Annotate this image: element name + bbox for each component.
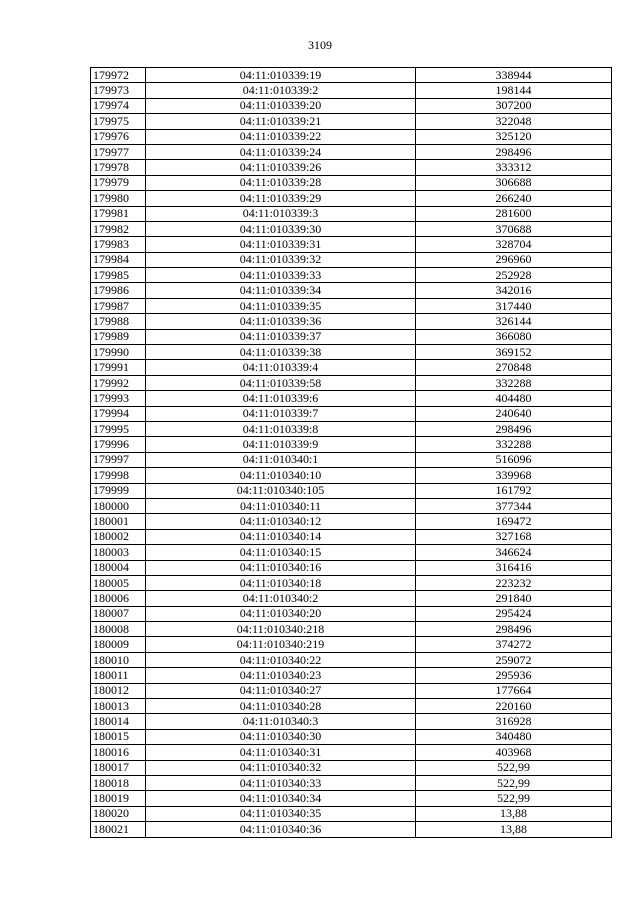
table-body xyxy=(91,68,612,838)
cadastral-number-cell: 04:11:010340:16 xyxy=(146,560,416,575)
value-cell: 169472 xyxy=(416,514,612,529)
cadastral-number-cell: 04:11:010340:105 xyxy=(146,483,416,498)
table-row xyxy=(91,406,612,421)
table-row xyxy=(91,329,612,344)
cadastral-number-cell: 04:11:010339:33 xyxy=(146,268,416,283)
cadastral-number-cell: 04:11:010340:23 xyxy=(146,668,416,683)
cadastral-number-cell: 04:11:010339:4 xyxy=(146,360,416,375)
value-cell: 298496 xyxy=(416,421,612,436)
cadastral-number-cell: 04:11:010340:219 xyxy=(146,637,416,652)
cadastral-number-cell: 04:11:010340:2 xyxy=(146,591,416,606)
cadastral-number-cell: 04:11:010339:30 xyxy=(146,221,416,236)
row-id-cell: 180013 xyxy=(91,699,146,714)
table-row xyxy=(91,206,612,221)
cadastral-number-cell: 04:11:010339:24 xyxy=(146,144,416,159)
value-cell: 403968 xyxy=(416,745,612,760)
row-id-cell: 179991 xyxy=(91,360,146,375)
table-row xyxy=(91,652,612,667)
value-cell: 270848 xyxy=(416,360,612,375)
cadastral-number-cell: 04:11:010339:2 xyxy=(146,83,416,98)
table-row xyxy=(91,760,612,775)
value-cell: 281600 xyxy=(416,206,612,221)
value-cell: 326144 xyxy=(416,314,612,329)
table-row xyxy=(91,375,612,390)
table-row xyxy=(91,252,612,267)
row-id-cell: 180001 xyxy=(91,514,146,529)
row-id-cell: 179997 xyxy=(91,452,146,467)
row-id-cell: 180007 xyxy=(91,606,146,621)
row-id-cell: 179996 xyxy=(91,437,146,452)
value-cell: 13,88 xyxy=(416,822,612,837)
cadastral-number-cell: 04:11:010340:14 xyxy=(146,529,416,544)
cadastral-number-cell: 04:11:010340:218 xyxy=(146,622,416,637)
cadastral-number-cell: 04:11:010339:58 xyxy=(146,375,416,390)
row-id-cell: 180012 xyxy=(91,683,146,698)
table-row xyxy=(91,129,612,144)
page-number: 3109 xyxy=(308,38,332,52)
row-id-cell: 180006 xyxy=(91,591,146,606)
value-cell: 346624 xyxy=(416,545,612,560)
table-row xyxy=(91,714,612,729)
table-row xyxy=(91,314,612,329)
value-cell: 223232 xyxy=(416,575,612,590)
value-cell: 161792 xyxy=(416,483,612,498)
value-cell: 298496 xyxy=(416,144,612,159)
cadastral-number-cell: 04:11:010340:28 xyxy=(146,699,416,714)
table-row xyxy=(91,345,612,360)
value-cell: 240640 xyxy=(416,406,612,421)
row-id-cell: 179984 xyxy=(91,252,146,267)
row-id-cell: 180011 xyxy=(91,668,146,683)
table-row xyxy=(91,191,612,206)
row-id-cell: 179979 xyxy=(91,175,146,190)
row-id-cell: 180014 xyxy=(91,714,146,729)
cadastral-number-cell: 04:11:010340:10 xyxy=(146,468,416,483)
row-id-cell: 179980 xyxy=(91,191,146,206)
value-cell: 522,99 xyxy=(416,775,612,790)
table-row xyxy=(91,83,612,98)
value-cell: 291840 xyxy=(416,591,612,606)
cadastral-number-cell: 04:11:010339:31 xyxy=(146,237,416,252)
value-cell: 404480 xyxy=(416,391,612,406)
cadastral-number-cell: 04:11:010340:12 xyxy=(146,514,416,529)
row-id-cell: 180008 xyxy=(91,622,146,637)
table-row xyxy=(91,391,612,406)
table-row xyxy=(91,498,612,513)
row-id-cell: 179978 xyxy=(91,160,146,175)
cadastral-number-cell: 04:11:010340:33 xyxy=(146,775,416,790)
row-id-cell: 179995 xyxy=(91,421,146,436)
row-id-cell: 180021 xyxy=(91,822,146,837)
value-cell: 296960 xyxy=(416,252,612,267)
value-cell: 522,99 xyxy=(416,760,612,775)
table-row xyxy=(91,437,612,452)
table-row xyxy=(91,221,612,236)
value-cell: 325120 xyxy=(416,129,612,144)
row-id-cell: 180015 xyxy=(91,729,146,744)
table-row xyxy=(91,775,612,790)
value-cell: 377344 xyxy=(416,498,612,513)
value-cell: 339968 xyxy=(416,468,612,483)
table-row xyxy=(91,468,612,483)
row-id-cell: 179972 xyxy=(91,68,146,83)
cadastral-number-cell: 04:11:010339:19 xyxy=(146,68,416,83)
row-id-cell: 179987 xyxy=(91,298,146,313)
value-cell: 342016 xyxy=(416,283,612,298)
row-id-cell: 179986 xyxy=(91,283,146,298)
row-id-cell: 180000 xyxy=(91,498,146,513)
cadastral-number-cell: 04:11:010340:35 xyxy=(146,806,416,821)
row-id-cell: 179998 xyxy=(91,468,146,483)
value-cell: 522,99 xyxy=(416,791,612,806)
value-cell: 198144 xyxy=(416,83,612,98)
value-cell: 328704 xyxy=(416,237,612,252)
cadastral-number-cell: 04:11:010340:22 xyxy=(146,652,416,667)
value-cell: 340480 xyxy=(416,729,612,744)
cadastral-number-cell: 04:11:010339:20 xyxy=(146,98,416,113)
row-id-cell: 179981 xyxy=(91,206,146,221)
table-row xyxy=(91,283,612,298)
row-id-cell: 179974 xyxy=(91,98,146,113)
cadastral-number-cell: 04:11:010340:15 xyxy=(146,545,416,560)
table-row xyxy=(91,575,612,590)
table-row xyxy=(91,160,612,175)
cadastral-number-cell: 04:11:010339:21 xyxy=(146,114,416,129)
value-cell: 13,88 xyxy=(416,806,612,821)
cadastral-number-cell: 04:11:010340:11 xyxy=(146,498,416,513)
table-row xyxy=(91,591,612,606)
table-row xyxy=(91,560,612,575)
cadastral-number-cell: 04:11:010340:30 xyxy=(146,729,416,744)
cadastral-number-cell: 04:11:010340:34 xyxy=(146,791,416,806)
value-cell: 374272 xyxy=(416,637,612,652)
table-row xyxy=(91,745,612,760)
cadastral-number-cell: 04:11:010339:8 xyxy=(146,421,416,436)
table-row xyxy=(91,622,612,637)
row-id-cell: 179973 xyxy=(91,83,146,98)
value-cell: 177664 xyxy=(416,683,612,698)
cadastral-number-cell: 04:11:010340:31 xyxy=(146,745,416,760)
row-id-cell: 179989 xyxy=(91,329,146,344)
row-id-cell: 179999 xyxy=(91,483,146,498)
table-row xyxy=(91,483,612,498)
cadastral-number-cell: 04:11:010339:29 xyxy=(146,191,416,206)
row-id-cell: 179993 xyxy=(91,391,146,406)
cadastral-number-cell: 04:11:010339:36 xyxy=(146,314,416,329)
row-id-cell: 179988 xyxy=(91,314,146,329)
cadastral-number-cell: 04:11:010339:37 xyxy=(146,329,416,344)
table-row xyxy=(91,806,612,821)
row-id-cell: 179982 xyxy=(91,221,146,236)
value-cell: 369152 xyxy=(416,345,612,360)
cadastral-number-cell: 04:11:010339:32 xyxy=(146,252,416,267)
value-cell: 322048 xyxy=(416,114,612,129)
table-row xyxy=(91,114,612,129)
table-row xyxy=(91,606,612,621)
cadastral-number-cell: 04:11:010339:3 xyxy=(146,206,416,221)
table-row xyxy=(91,452,612,467)
cadastral-number-cell: 04:11:010340:20 xyxy=(146,606,416,621)
cadastral-number-cell: 04:11:010340:32 xyxy=(146,760,416,775)
table-row xyxy=(91,421,612,436)
table-row xyxy=(91,237,612,252)
value-cell: 252928 xyxy=(416,268,612,283)
value-cell: 307200 xyxy=(416,98,612,113)
table-row xyxy=(91,729,612,744)
table-row xyxy=(91,514,612,529)
row-id-cell: 179976 xyxy=(91,129,146,144)
value-cell: 366080 xyxy=(416,329,612,344)
row-id-cell: 179983 xyxy=(91,237,146,252)
row-id-cell: 180020 xyxy=(91,806,146,821)
table-row xyxy=(91,98,612,113)
table-row xyxy=(91,298,612,313)
value-cell: 295936 xyxy=(416,668,612,683)
row-id-cell: 179985 xyxy=(91,268,146,283)
cadastral-number-cell: 04:11:010339:22 xyxy=(146,129,416,144)
row-id-cell: 179990 xyxy=(91,345,146,360)
row-id-cell: 179975 xyxy=(91,114,146,129)
table-row xyxy=(91,175,612,190)
value-cell: 316416 xyxy=(416,560,612,575)
table-row xyxy=(91,545,612,560)
cadastral-number-cell: 04:11:010340:18 xyxy=(146,575,416,590)
row-id-cell: 180003 xyxy=(91,545,146,560)
table-row xyxy=(91,529,612,544)
cadastral-number-cell: 04:11:010339:9 xyxy=(146,437,416,452)
value-cell: 220160 xyxy=(416,699,612,714)
value-cell: 298496 xyxy=(416,622,612,637)
table-row xyxy=(91,791,612,806)
row-id-cell: 180009 xyxy=(91,637,146,652)
cadastral-number-cell: 04:11:010340:36 xyxy=(146,822,416,837)
table-row xyxy=(91,668,612,683)
cadastral-number-cell: 04:11:010339:35 xyxy=(146,298,416,313)
value-cell: 332288 xyxy=(416,437,612,452)
table-row xyxy=(91,637,612,652)
table-row xyxy=(91,683,612,698)
value-cell: 259072 xyxy=(416,652,612,667)
value-cell: 327168 xyxy=(416,529,612,544)
cadastral-number-cell: 04:11:010340:27 xyxy=(146,683,416,698)
value-cell: 317440 xyxy=(416,298,612,313)
row-id-cell: 179994 xyxy=(91,406,146,421)
cadastral-number-cell: 04:11:010339:34 xyxy=(146,283,416,298)
value-cell: 295424 xyxy=(416,606,612,621)
row-id-cell: 180002 xyxy=(91,529,146,544)
value-cell: 266240 xyxy=(416,191,612,206)
cadastral-number-cell: 04:11:010339:6 xyxy=(146,391,416,406)
table-row xyxy=(91,360,612,375)
cadastral-number-cell: 04:11:010339:38 xyxy=(146,345,416,360)
table-row xyxy=(91,822,612,837)
table-row xyxy=(91,144,612,159)
table-row xyxy=(91,268,612,283)
row-id-cell: 179992 xyxy=(91,375,146,390)
cadastral-number-cell: 04:11:010340:1 xyxy=(146,452,416,467)
table-row xyxy=(91,68,612,83)
value-cell: 338944 xyxy=(416,68,612,83)
row-id-cell: 179977 xyxy=(91,144,146,159)
cadastral-number-cell: 04:11:010340:3 xyxy=(146,714,416,729)
value-cell: 306688 xyxy=(416,175,612,190)
value-cell: 333312 xyxy=(416,160,612,175)
cadastral-number-cell: 04:11:010339:26 xyxy=(146,160,416,175)
cadastral-number-cell: 04:11:010339:7 xyxy=(146,406,416,421)
row-id-cell: 180017 xyxy=(91,760,146,775)
row-id-cell: 180018 xyxy=(91,775,146,790)
row-id-cell: 180016 xyxy=(91,745,146,760)
row-id-cell: 180010 xyxy=(91,652,146,667)
value-cell: 332288 xyxy=(416,375,612,390)
table-row xyxy=(91,699,612,714)
value-cell: 370688 xyxy=(416,221,612,236)
value-cell: 316928 xyxy=(416,714,612,729)
cadastral-table xyxy=(90,67,612,838)
cadastral-number-cell: 04:11:010339:28 xyxy=(146,175,416,190)
row-id-cell: 180019 xyxy=(91,791,146,806)
row-id-cell: 180005 xyxy=(91,575,146,590)
value-cell: 516096 xyxy=(416,452,612,467)
row-id-cell: 180004 xyxy=(91,560,146,575)
